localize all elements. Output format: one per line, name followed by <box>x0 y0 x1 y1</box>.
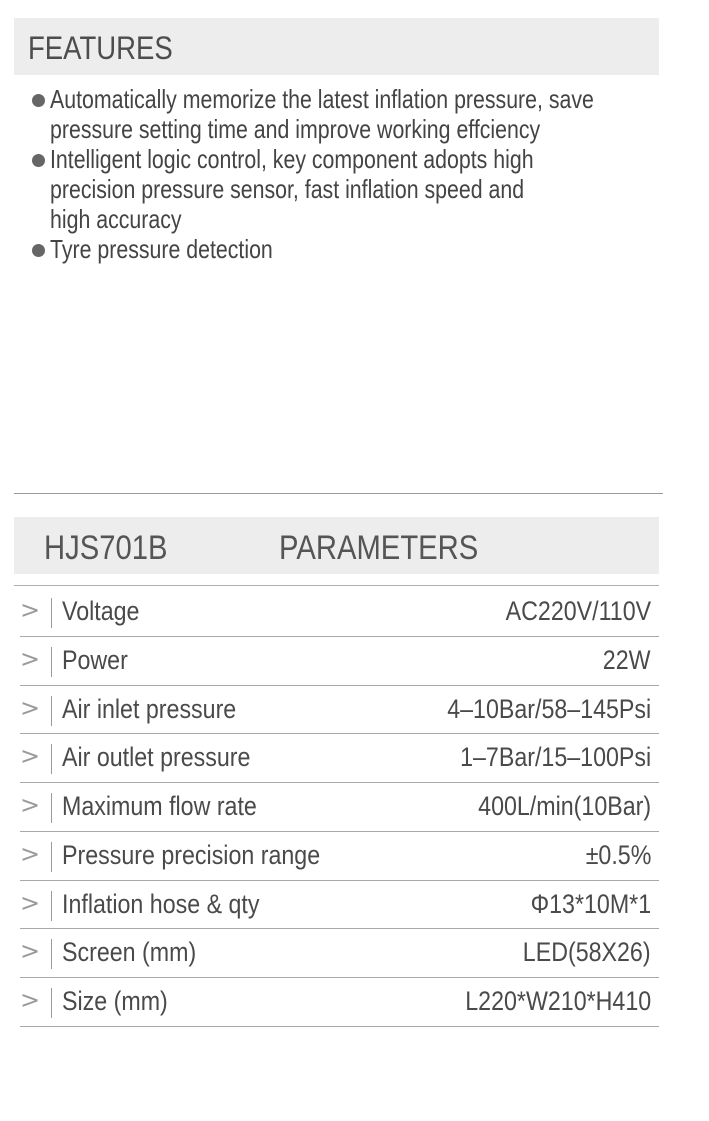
row-value: 1–7Bar/15–100Psi <box>459 742 651 773</box>
table-row <box>20 734 659 783</box>
row-separator <box>51 842 52 872</box>
table-row <box>20 832 659 881</box>
chevron-right-icon: > <box>20 839 41 868</box>
row-label: Screen (mm) <box>62 937 197 968</box>
row-value: AC220V/110V <box>505 596 651 626</box>
row-separator <box>51 598 52 628</box>
row-separator <box>51 939 52 969</box>
features-list <box>30 84 690 264</box>
row-label: Voltage <box>62 596 140 626</box>
chevron-right-icon: > <box>20 791 41 819</box>
table-row <box>20 978 659 1027</box>
row-separator <box>51 891 52 921</box>
feature-item <box>30 84 690 144</box>
bullet-dot-icon <box>32 154 45 167</box>
table-row <box>20 929 659 978</box>
row-separator <box>51 647 52 677</box>
features-title: FEATURES <box>28 30 173 66</box>
feature-item <box>30 144 690 234</box>
row-label: Pressure precision range <box>62 839 321 870</box>
row-value: 4–10Bar/58–145Psi <box>447 693 651 724</box>
bullet-dot-icon <box>32 244 45 257</box>
feature-item <box>30 234 690 264</box>
row-separator <box>51 793 52 823</box>
table-row <box>20 637 659 686</box>
chevron-right-icon: > <box>20 644 41 673</box>
model-label: HJS701B <box>44 529 168 567</box>
table-row <box>20 881 659 930</box>
features-header <box>14 18 659 75</box>
row-value: Φ13*10M*1 <box>530 888 651 919</box>
row-label: Maximum flow rate <box>62 791 257 821</box>
row-separator <box>51 988 52 1018</box>
parameters-header <box>14 517 659 574</box>
row-value: L220*W210*H410 <box>465 986 651 1016</box>
row-label: Power <box>62 644 128 675</box>
row-value: LED(58X26) <box>523 937 651 968</box>
row-value: 400L/min(10Bar) <box>478 791 651 821</box>
chevron-right-icon: > <box>20 888 41 917</box>
row-separator <box>51 696 52 726</box>
table-row <box>20 686 659 735</box>
row-value: 22W <box>603 644 651 675</box>
parameters-table <box>20 588 659 1027</box>
row-value: ±0.5% <box>585 839 651 870</box>
chevron-right-icon: > <box>20 693 41 722</box>
row-label: Air outlet pressure <box>62 742 251 773</box>
parameters-title: PARAMETERS <box>279 529 479 567</box>
chevron-right-icon: > <box>20 742 41 771</box>
chevron-right-icon: > <box>20 986 41 1014</box>
feature-text: Intelligent logic control, key component adopts high precision pressure sensor, fast inflation speed and high accuracy <box>50 144 534 234</box>
row-label: Size (mm) <box>62 986 168 1016</box>
section-divider <box>14 493 663 494</box>
table-row <box>20 588 659 637</box>
header-rule <box>14 585 659 586</box>
chevron-right-icon: > <box>20 937 41 966</box>
row-label: Inflation hose & qty <box>62 888 260 919</box>
row-label: Air inlet pressure <box>62 693 237 724</box>
table-row <box>20 783 659 832</box>
chevron-right-icon: > <box>20 596 41 624</box>
row-separator <box>51 744 52 774</box>
bullet-dot-icon <box>32 94 45 107</box>
feature-text: Tyre pressure detection <box>50 234 273 264</box>
feature-text: Automatically memorize the latest inflation pressure, save pressure setting time and improve working effciency <box>50 84 594 144</box>
